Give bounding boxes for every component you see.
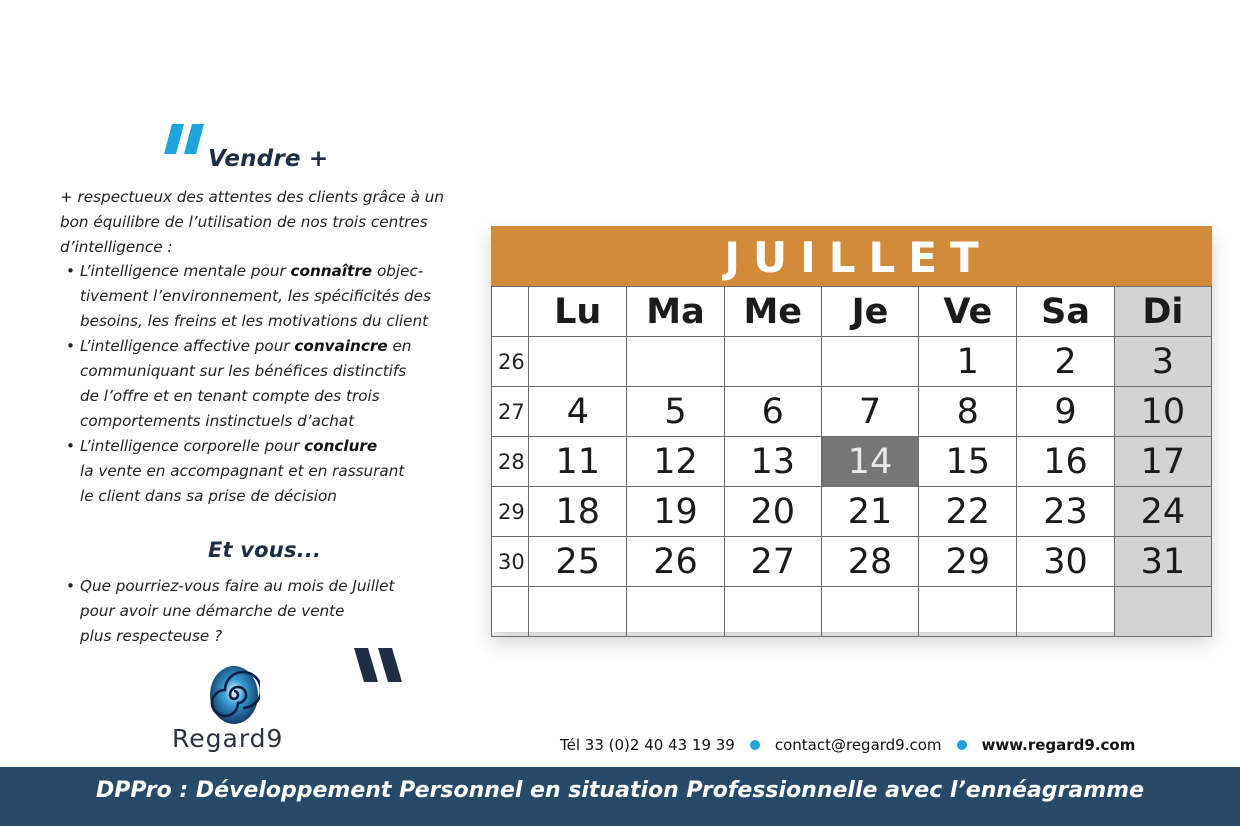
text-line: + respectueux des attentes des clients grâce à un xyxy=(60,188,444,206)
day-cell xyxy=(529,337,627,387)
day-cell[interactable]: 4 xyxy=(529,387,627,437)
week-row xyxy=(492,537,1212,587)
day-cell[interactable]: 16 xyxy=(1017,437,1114,487)
day-cell[interactable]: 17 xyxy=(1114,437,1211,487)
weekday-header: Lu xyxy=(529,287,627,337)
week-number: 27 xyxy=(492,387,529,437)
weekday-header: Di xyxy=(1114,287,1211,337)
subheading: Et vous... xyxy=(208,538,322,562)
weekday-header: Ve xyxy=(919,287,1017,337)
day-cell[interactable]: 3 xyxy=(1114,337,1211,387)
text-run: L’intelligence mentale pour xyxy=(80,262,291,280)
text-run: Que pourriez-vous faire au mois de Juillet xyxy=(80,577,395,595)
weekday-header: Me xyxy=(724,287,821,337)
bullet-item xyxy=(60,259,431,284)
day-cell[interactable]: 29 xyxy=(919,537,1017,587)
bullet-item xyxy=(60,334,431,359)
weekday-header: Je xyxy=(821,287,918,337)
text-line: pour avoir une démarche de vente xyxy=(80,602,345,620)
bullet-item xyxy=(60,434,431,459)
weekday-row xyxy=(492,287,1212,337)
day-cell[interactable]: 19 xyxy=(627,487,724,537)
day-cell xyxy=(724,587,821,637)
week-number: 26 xyxy=(492,337,529,387)
day-cell[interactable]: 24 xyxy=(1114,487,1211,537)
day-cell xyxy=(821,587,918,637)
intro-paragraph xyxy=(60,185,444,260)
day-cell[interactable]: 11 xyxy=(529,437,627,487)
day-cell[interactable]: 10 xyxy=(1114,387,1211,437)
text-line: le client dans sa prise de décision xyxy=(80,487,337,505)
logo-wordmark: Regard9 xyxy=(172,724,284,753)
day-cell[interactable]: 15 xyxy=(919,437,1017,487)
day-cell xyxy=(821,337,918,387)
day-cell[interactable]: 6 xyxy=(724,387,821,437)
day-cell[interactable]: 18 xyxy=(529,487,627,537)
day-cell xyxy=(627,587,724,637)
day-cell[interactable]: 31 xyxy=(1114,537,1211,587)
weekday-header: Ma xyxy=(627,287,724,337)
calendar-month-title: JUILLET xyxy=(491,226,1212,286)
text-run: en xyxy=(387,337,412,355)
day-cell xyxy=(1114,587,1211,637)
section-heading: Vendre + xyxy=(208,146,329,172)
day-cell xyxy=(529,587,627,637)
week-row xyxy=(492,337,1212,387)
dot-separator-icon xyxy=(957,740,967,750)
spiral-logo-icon xyxy=(208,665,260,727)
weekday-header: Sa xyxy=(1017,287,1114,337)
text-line: d’intelligence : xyxy=(60,238,173,256)
quote-open-icon xyxy=(164,124,206,156)
text-run: objec- xyxy=(372,262,424,280)
dot-separator-icon xyxy=(750,740,760,750)
day-cell[interactable]: 22 xyxy=(919,487,1017,537)
text-line: besoins, les freins et les motivations du client xyxy=(80,312,429,330)
week-number xyxy=(492,587,529,637)
month-calendar xyxy=(491,226,1212,632)
week-number: 28 xyxy=(492,437,529,487)
day-cell xyxy=(724,337,821,387)
day-cell[interactable]: 21 xyxy=(821,487,918,537)
emphasis-word: connaître xyxy=(290,262,373,280)
bullet-dot: • xyxy=(66,262,75,280)
highlighted-day-cell[interactable]: 14 xyxy=(821,437,918,487)
day-cell[interactable]: 25 xyxy=(529,537,627,587)
bullet-item xyxy=(60,574,394,599)
footer-banner: DPPro : Développement Personnel en situation Professionnelle avec l’ennéagramme xyxy=(0,767,1240,826)
bullet-dot: • xyxy=(66,577,75,595)
calendar-grid xyxy=(491,286,1212,637)
text-line: plus respecteuse ? xyxy=(80,627,223,645)
bullet-dot: • xyxy=(66,437,75,455)
day-cell xyxy=(627,337,724,387)
day-cell[interactable]: 27 xyxy=(724,537,821,587)
day-cell[interactable]: 2 xyxy=(1017,337,1114,387)
week-row xyxy=(492,437,1212,487)
week-row xyxy=(492,587,1212,637)
text-line: communiquant sur les bénéfices distinctifs xyxy=(80,362,407,380)
emphasis-word: conclure xyxy=(304,437,378,455)
week-number: 30 xyxy=(492,537,529,587)
text-line: la vente en accompagnant et en rassurant xyxy=(80,462,405,480)
question-list xyxy=(60,574,394,649)
text-line: bon équilibre de l’utilisation de nos trois centres xyxy=(60,213,428,231)
week-row xyxy=(492,487,1212,537)
week-number: 29 xyxy=(492,487,529,537)
email-link[interactable]: contact@regard9.com xyxy=(774,736,942,754)
day-cell[interactable]: 8 xyxy=(919,387,1017,437)
contact-line xyxy=(560,736,1135,754)
day-cell[interactable]: 9 xyxy=(1017,387,1114,437)
text-line: comportements instinctuels d’achat xyxy=(80,412,355,430)
text-line: de l’offre et en tenant compte des trois xyxy=(80,387,380,405)
day-cell[interactable]: 7 xyxy=(821,387,918,437)
website-link[interactable]: www.regard9.com xyxy=(981,736,1136,754)
day-cell xyxy=(919,587,1017,637)
day-cell[interactable]: 28 xyxy=(821,537,918,587)
phone-number: Tél 33 (0)2 40 43 19 39 xyxy=(560,736,735,754)
emphasis-word: convaincre xyxy=(294,337,388,355)
day-cell[interactable]: 26 xyxy=(627,537,724,587)
day-cell[interactable]: 5 xyxy=(627,387,724,437)
week-number-header xyxy=(492,287,529,337)
day-cell[interactable]: 30 xyxy=(1017,537,1114,587)
day-cell[interactable]: 12 xyxy=(627,437,724,487)
text-line: tivement l’environnement, les spécificités des xyxy=(80,287,431,305)
day-cell[interactable]: 1 xyxy=(919,337,1017,387)
week-row xyxy=(492,387,1212,437)
day-cell[interactable]: 23 xyxy=(1017,487,1114,537)
quote-close-icon xyxy=(354,648,404,684)
day-cell[interactable]: 20 xyxy=(724,487,821,537)
bullet-list xyxy=(60,259,431,509)
text-run: L’intelligence affective pour xyxy=(80,337,295,355)
bullet-dot: • xyxy=(66,337,75,355)
day-cell[interactable]: 13 xyxy=(724,437,821,487)
text-run: L’intelligence corporelle pour xyxy=(80,437,305,455)
day-cell xyxy=(1017,587,1114,637)
